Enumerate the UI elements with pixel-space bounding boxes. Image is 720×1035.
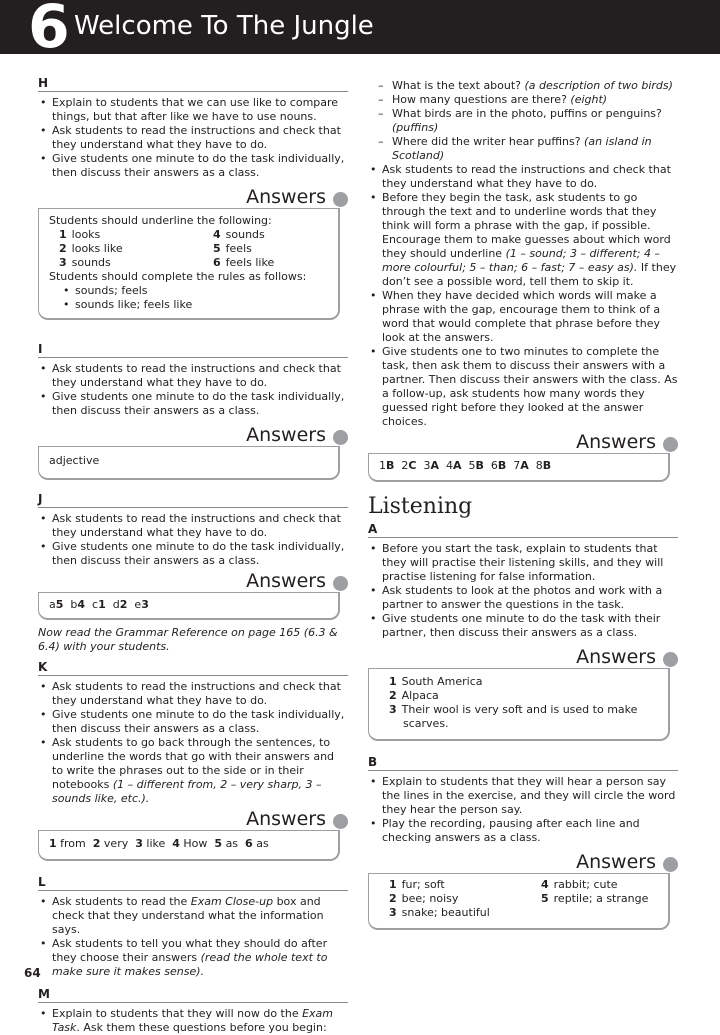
answer-item: 3 sounds xyxy=(59,256,111,269)
list-item: • Ask students to read the instructions and check that they understand what they have to do. xyxy=(368,163,678,191)
section-m-bullets xyxy=(38,1007,348,1035)
answers-content xyxy=(368,873,670,930)
section-k-heading: K xyxy=(38,660,348,676)
answers-heading: Answers xyxy=(576,646,656,668)
section-m-heading: M xyxy=(38,987,348,1003)
page-header xyxy=(0,0,720,62)
list-item: • Explain to students that they will hear a person say the lines in the exercise, and they will circle the word they hear the person say. xyxy=(368,775,678,817)
answers-dot-icon xyxy=(663,437,678,452)
answer-item: 2 Alpaca xyxy=(389,689,439,702)
left-column xyxy=(38,76,348,1035)
answer-item: 3 Their wool is very soft and is used to make scarves. xyxy=(389,703,638,730)
listening-a-bullets xyxy=(368,542,678,640)
list-item: • Give students one minute to do the task individually, then discuss their answers as a class. xyxy=(38,540,348,568)
answers-content: a5 b4 c1 d2 e3 xyxy=(38,592,340,620)
list-item: • Play the recording, pausing after each line and checking answers as a class. xyxy=(368,817,678,845)
exam-task-bullets xyxy=(368,163,678,429)
answer-item: 4 rabbit; cute xyxy=(541,878,618,891)
answers-box-i xyxy=(38,424,348,480)
answer-item: 3 snake; beautiful xyxy=(389,906,490,919)
section-k-bullets xyxy=(38,680,348,806)
list-item xyxy=(38,124,348,152)
section-listening-b-heading: B xyxy=(368,755,678,771)
list-item xyxy=(38,96,348,124)
answers-content xyxy=(368,668,670,741)
answer-item: 1 looks xyxy=(59,228,101,241)
list-item: • Give students one minute to do the task with their partner, then discuss their answers as a class. xyxy=(368,612,678,640)
answers-dot-icon xyxy=(333,430,348,445)
section-l-bullets xyxy=(38,895,348,979)
grammar-reference-note: Now read the Grammar Reference on page 165 (6.3 & 6.4) with your students. xyxy=(38,626,338,653)
list-item: • Give students one to two minutes to complete the task, then ask them to discuss their answers with a partner. Then discuss their answers with the class. As a follow-up, ask students how many words they guessed right before they looked at the answer choices. xyxy=(368,345,678,429)
list-item: • sounds like; feels like xyxy=(61,298,328,312)
list-item: • Before you start the task, explain to students that they will practise their listening skills, and they will practise listening for false information. xyxy=(368,542,678,584)
answers-heading: Answers xyxy=(246,808,326,830)
answers-dot-icon xyxy=(663,652,678,667)
list-item: • Explain to students that they will now do the Exam Task. Ask them these questions before you begin: xyxy=(38,1007,348,1035)
exam-questions xyxy=(378,79,678,163)
list-item: – How many questions are there? (eight) xyxy=(378,93,678,107)
list-item: – What is the text about? (a description of two birds) xyxy=(378,79,678,93)
bullet-text: Give students one minute to do the task individually, then discuss their answers as a class. xyxy=(52,152,345,179)
list-item: • Ask students to read the instructions and check that they understand what they have to do. xyxy=(38,362,348,390)
answers-heading: Answers xyxy=(246,570,326,592)
answers-box-listening-a xyxy=(368,646,678,741)
list-item: • Give students one minute to do the task individually, then discuss their answers as a class. xyxy=(38,390,348,418)
answer-item: 1 South America xyxy=(389,675,483,688)
unit-title: Welcome To The Jungle xyxy=(74,11,374,41)
list-item: – Where did the writer hear puffins? (an island in Scotland) xyxy=(378,135,678,163)
list-item: • Ask students to read the instructions and check that they understand what they have to do. xyxy=(38,680,348,708)
answers-box-listening-b xyxy=(368,851,678,930)
answer-item: 2 bee; noisy xyxy=(389,892,459,905)
answers-heading: Answers xyxy=(576,431,656,453)
bullet-text: Explain to students that we can use like to compare things, but that after like we have to use nouns. xyxy=(52,96,339,123)
section-i-bullets xyxy=(38,362,348,418)
answer-item: 6 feels like xyxy=(213,256,275,269)
bullet-text: Ask students to read the instructions and check that they understand what they have to do. xyxy=(52,124,341,151)
answers-dot-icon xyxy=(333,192,348,207)
section-l-heading: L xyxy=(38,875,348,891)
list-item: • Ask students to read the Exam Close-up box and check that they understand what the information says. xyxy=(38,895,348,937)
list-item: • Give students one minute to do the task individually, then discuss their answers as a class. xyxy=(38,708,348,736)
answers-grid xyxy=(49,228,328,270)
listening-b-bullets xyxy=(368,775,678,845)
answers-box-exam-task xyxy=(368,431,678,482)
answers-dot-icon xyxy=(663,857,678,872)
answer-item: 5 feels xyxy=(213,242,252,255)
answers-intro: Students should underline the following: xyxy=(49,214,272,227)
section-i-heading: I xyxy=(38,342,348,358)
answers-heading: Answers xyxy=(246,424,326,446)
right-column xyxy=(368,79,678,930)
answers-box-k xyxy=(38,808,348,861)
section-h-heading: H xyxy=(38,76,348,92)
answers-heading: Answers xyxy=(576,851,656,873)
list-item: • sounds; feels xyxy=(61,284,328,298)
list-item: • Ask students to look at the photos and work with a partner to answer the questions in the task. xyxy=(368,584,678,612)
answers-content: 1 from 2 very 3 like 4 How 5 as 6 as xyxy=(38,830,340,861)
list-item: • Ask students to read the instructions and check that they understand what they have to do. xyxy=(38,512,348,540)
answers-grid xyxy=(379,878,658,920)
answer-text: adjective xyxy=(49,454,100,467)
rules-list xyxy=(61,284,328,312)
listening-heading: Listening xyxy=(368,494,473,519)
answer-item: 5 reptile; a strange xyxy=(541,892,649,905)
section-h-bullets xyxy=(38,96,348,180)
list-item: • When they have decided which words will make a phrase with the gap, encourage them to think of a word that would complete that phrase before they look at the answers. xyxy=(368,289,678,345)
answer-item: 4 sounds xyxy=(213,228,265,241)
answers-box-h xyxy=(38,186,348,320)
answers-content xyxy=(38,446,340,480)
answer-item: 1 fur; soft xyxy=(389,878,445,891)
answer-item: 2 looks like xyxy=(59,242,123,255)
list-item: – What birds are in the photo, puffins or penguins? (puffins) xyxy=(378,107,678,135)
answers-box-j xyxy=(38,570,348,620)
answers-content: 1B 2C 3A 4A 5B 6B 7A 8B xyxy=(368,453,670,482)
section-j-heading: J xyxy=(38,492,348,508)
answers-dot-icon xyxy=(333,576,348,591)
unit-number: 6 xyxy=(28,0,70,62)
section-j-bullets xyxy=(38,512,348,568)
list-item: • Ask students to go back through the sentences, to underline the words that go with their answers and to write the phrases out to the side or in their notebooks (1 – different from, 2 – very sharp, 3 – sounds like, etc.). xyxy=(38,736,348,806)
list-item: • Ask students to tell you what they should do after they choose their answers (read the whole text to make sure it makes sense). xyxy=(38,937,348,979)
rules-intro: Students should complete the rules as follows: xyxy=(49,270,307,283)
list-item: • Before they begin the task, ask students to go through the text and to underline words that they think will form a phrase with the gap, if possible. Encourage them to make guesses about which word they should underline (1 – sound; 3 – different; 4 – more colourful; 5 – than; 6 – fast; 7 – easy as). If they don’t see a possible word, tell them to skip it. xyxy=(368,191,678,289)
list-item xyxy=(38,152,348,180)
answers-content xyxy=(38,208,340,320)
page-number: 64 xyxy=(24,966,41,980)
answers-heading: Answers xyxy=(246,186,326,208)
section-listening-a-heading: A xyxy=(368,522,678,538)
answers-dot-icon xyxy=(333,814,348,829)
